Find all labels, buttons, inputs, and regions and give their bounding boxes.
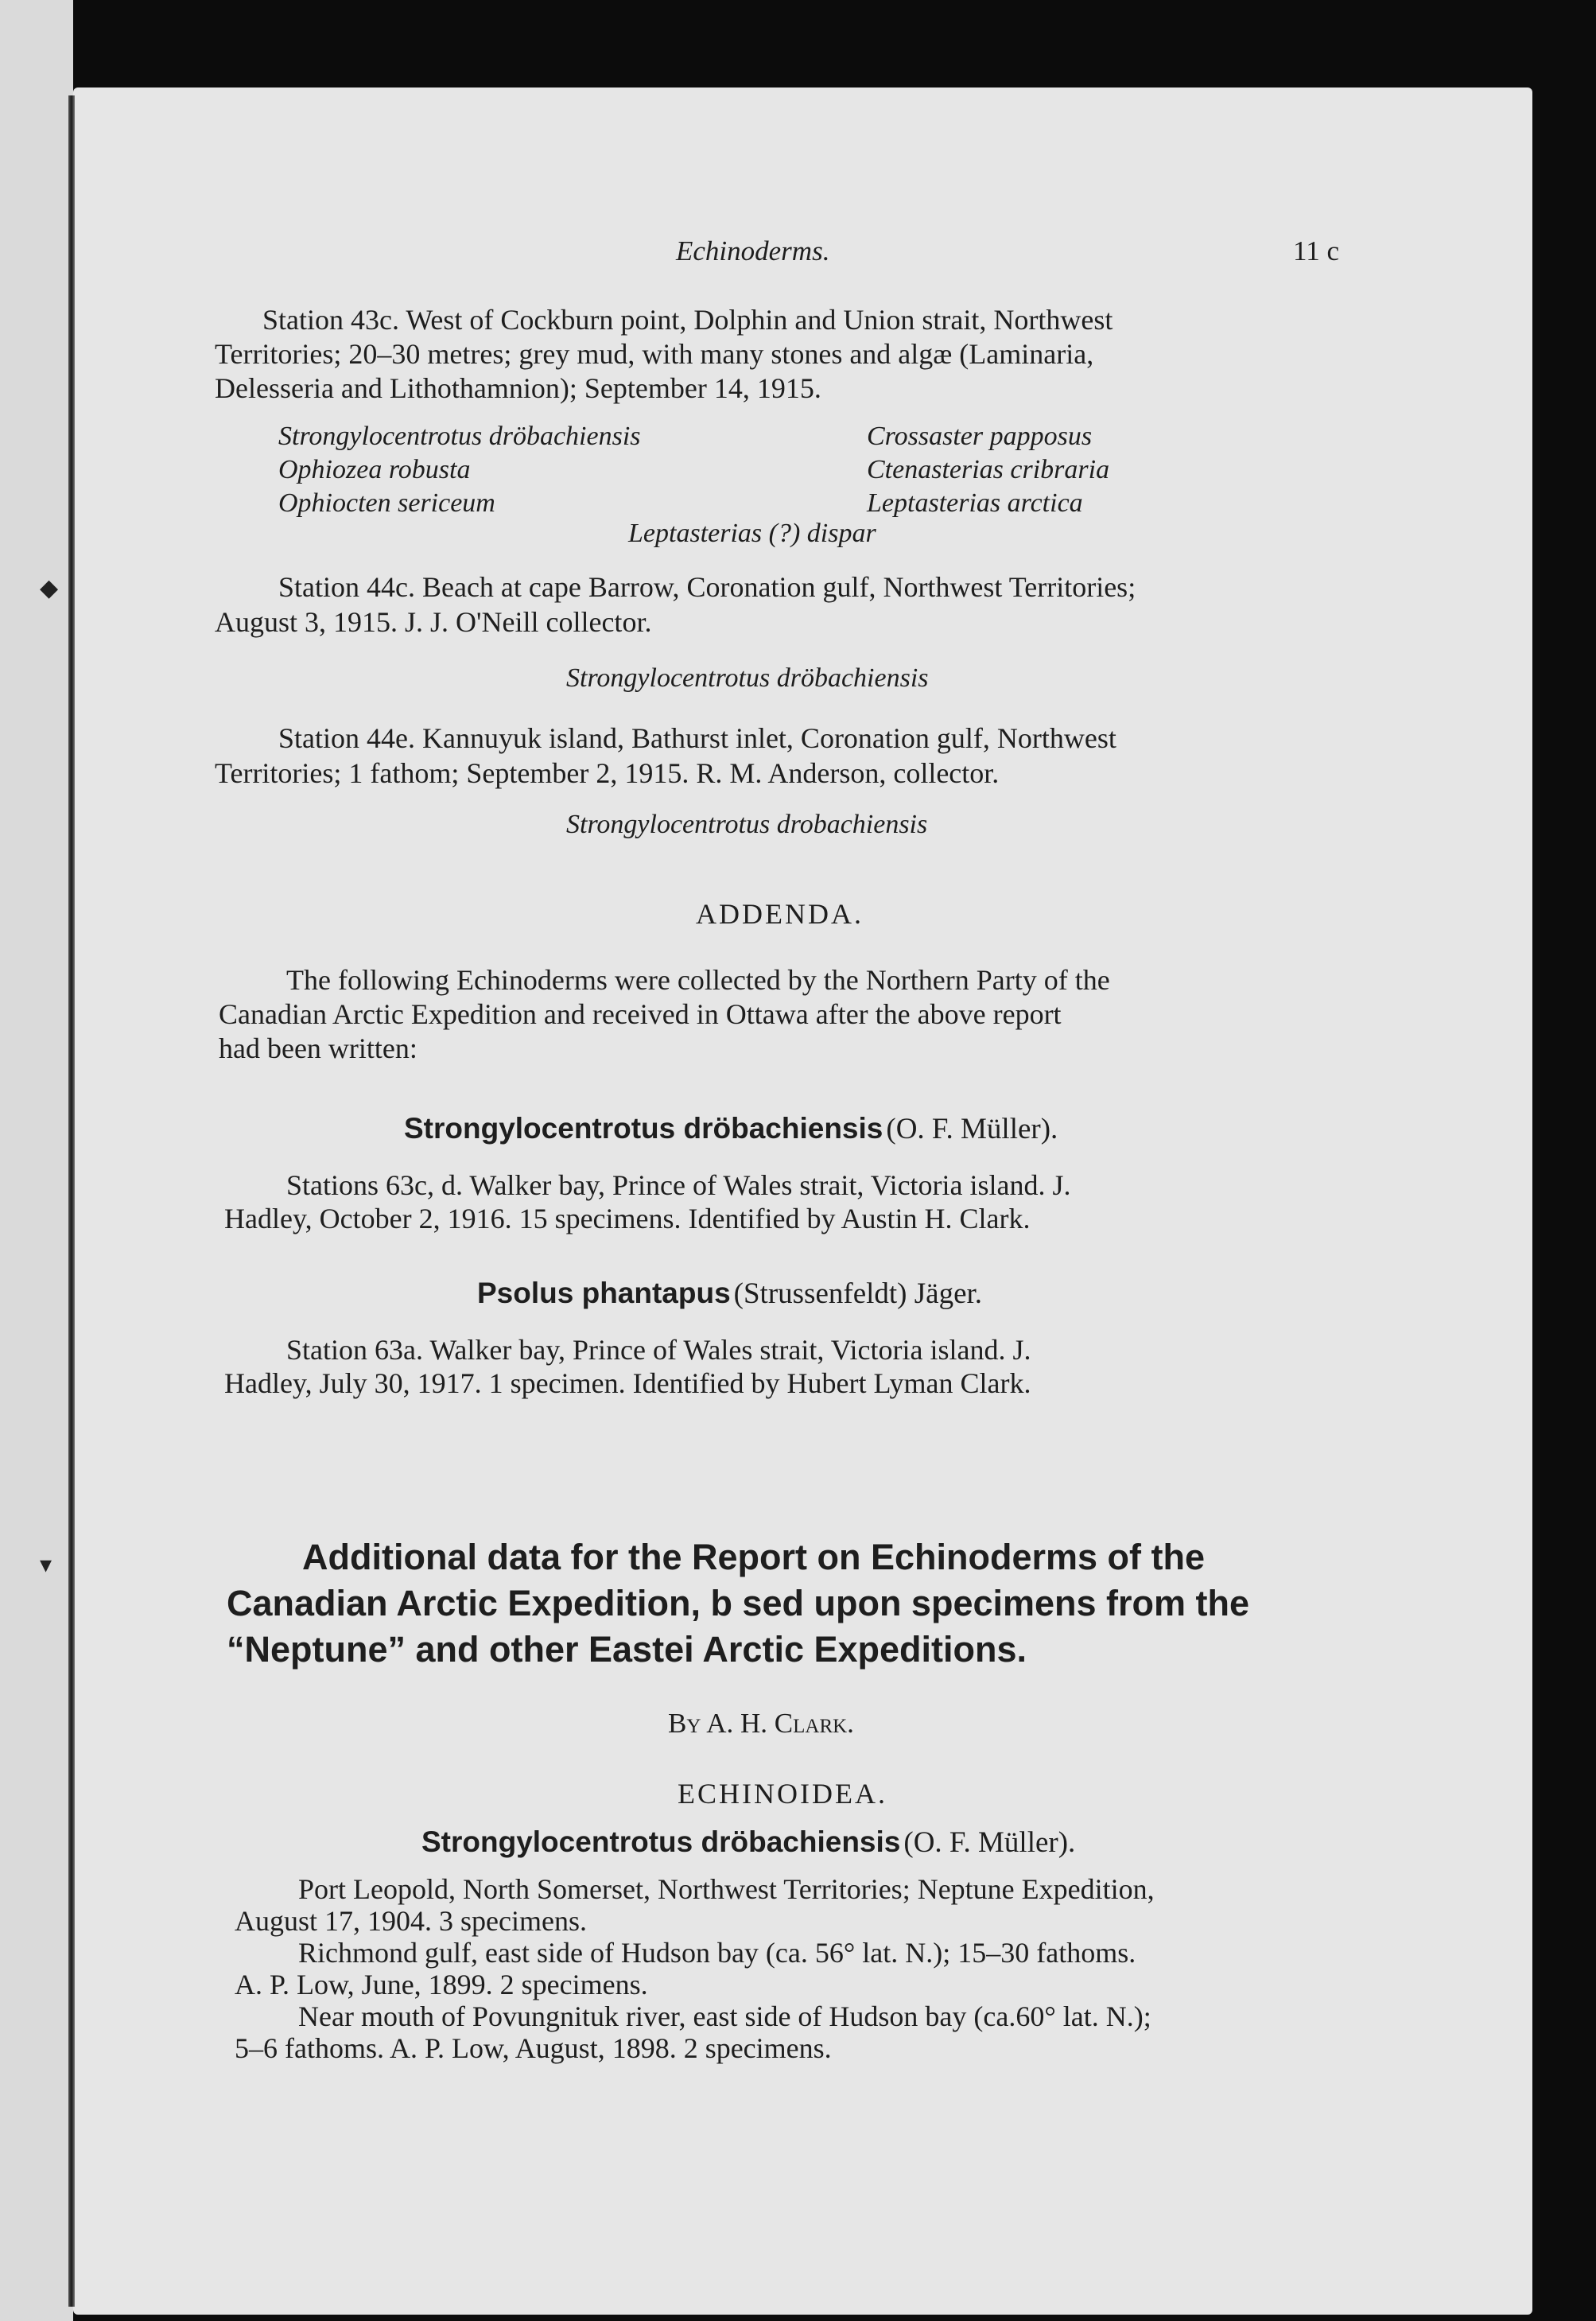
- species-43c-left-2: Ophiozea robusta: [278, 455, 471, 484]
- species-44e: Strongylocentrotus drobachiensis: [566, 810, 928, 839]
- article-byline: By A. H. Clark.: [668, 1708, 854, 1739]
- addenda-species-2-text-2: Hadley, July 30, 1917. 1 specimen. Identified by Hubert Lyman Clark.: [224, 1367, 1031, 1399]
- addenda-species-2-text-1: Station 63a. Walker bay, Prince of Wales strait, Victoria island. J.: [286, 1334, 1031, 1366]
- station-43c-line-1: Station 43c. West of Cockburn point, Dolphin and Union strait, Northwest: [262, 304, 1113, 336]
- species-43c-right-2: Ctenasterias cribraria: [867, 455, 1110, 484]
- addenda-species-1-text-2: Hadley, October 2, 1916. 15 specimens. Identified by Austin H. Clark.: [224, 1203, 1031, 1234]
- section-heading: ECHINOIDEA.: [678, 1778, 887, 1810]
- species-43c-center: Leptasterias (?) dispar: [628, 519, 876, 548]
- record-line-5: Near mouth of Povungnituk river, east side of Hudson bay (ca.60° lat. N.);: [298, 2000, 1151, 2032]
- species-43c-left-1: Strongylocentrotus dröbachiensis: [278, 422, 641, 451]
- record-line-2: August 17, 1904. 3 specimens.: [235, 1905, 587, 1937]
- station-44c-line-1: Station 44c. Beach at cape Barrow, Coronation gulf, Northwest Territories;: [278, 571, 1136, 603]
- addenda-heading: ADDENDA.: [696, 898, 864, 930]
- article-species-heading: [421, 1825, 1075, 1860]
- page-number: 11 c: [1293, 235, 1339, 266]
- record-line-4: A. P. Low, June, 1899. 2 specimens.: [235, 1969, 648, 2000]
- station-44e-line-2: Territories; 1 fathom; September 2, 1915. R. M. Anderson, collector.: [215, 757, 1000, 789]
- record-line-3: Richmond gulf, east side of Hudson bay (ca. 56° lat. N.); 15–30 fathoms.: [298, 1937, 1136, 1969]
- article-species-name: Strongylocentrotus dröbachiensis: [421, 1825, 901, 1858]
- addenda-intro-3: had been written:: [219, 1032, 417, 1064]
- species-44c: Strongylocentrotus dröbachiensis: [566, 663, 929, 693]
- record-line-1: Port Leopold, North Somerset, Northwest Territories; Neptune Expedition,: [298, 1873, 1155, 1905]
- addenda-species-2-author: (Strussenfeldt) Jäger.: [733, 1277, 983, 1310]
- article-title-1: Additional data for the Report on Echinoderms of the: [302, 1537, 1206, 1577]
- addenda-species-2-name: Psolus phantapus: [477, 1277, 731, 1309]
- addenda-species-1-author: (O. F. Müller).: [886, 1113, 1058, 1145]
- addenda-species-2-heading: [477, 1277, 982, 1311]
- species-43c-right-1: Crossaster papposus: [867, 422, 1093, 451]
- station-43c-line-3: Delesseria and Lithothamnion); September 14, 1915.: [215, 372, 821, 404]
- facing-page-edge: [0, 0, 73, 2321]
- page-gutter: [68, 95, 75, 2307]
- station-44c-line-2: August 3, 1915. J. J. O'Neill collector.: [215, 606, 652, 638]
- addenda-species-1-heading: [404, 1112, 1058, 1146]
- addenda-intro-2: Canadian Arctic Expedition and received in Ottawa after the above report: [219, 998, 1062, 1030]
- addenda-intro-1: The following Echinoderms were collected by the Northern Party of the: [286, 964, 1110, 996]
- species-43c-left-3: Ophiocten sericeum: [278, 488, 495, 518]
- record-line-6: 5–6 fathoms. A. P. Low, August, 1898. 2 specimens.: [235, 2032, 832, 2064]
- article-title-3: “Neptune” and other Eastei Arctic Expeditions.: [227, 1629, 1027, 1670]
- station-44e-line-1: Station 44e. Kannuyuk island, Bathurst inlet, Coronation gulf, Northwest: [278, 722, 1116, 754]
- running-title: Echinoderms.: [676, 235, 830, 266]
- station-43c-line-2: Territories; 20–30 metres; grey mud, with many stones and algæ (Laminaria,: [215, 338, 1094, 370]
- article-title-2: Canadian Arctic Expedition, b sed upon specimens from the: [227, 1583, 1250, 1623]
- margin-mark-diamond: ◆: [40, 575, 59, 601]
- species-43c-right-3: Leptasterias arctica: [867, 488, 1083, 518]
- addenda-species-1-text-1: Stations 63c, d. Walker bay, Prince of Wales strait, Victoria island. J.: [286, 1169, 1071, 1201]
- article-species-author: (O. F. Müller).: [903, 1826, 1076, 1859]
- margin-mark-arrow: ▾: [40, 1552, 52, 1578]
- addenda-species-1-name: Strongylocentrotus dröbachiensis: [404, 1112, 883, 1145]
